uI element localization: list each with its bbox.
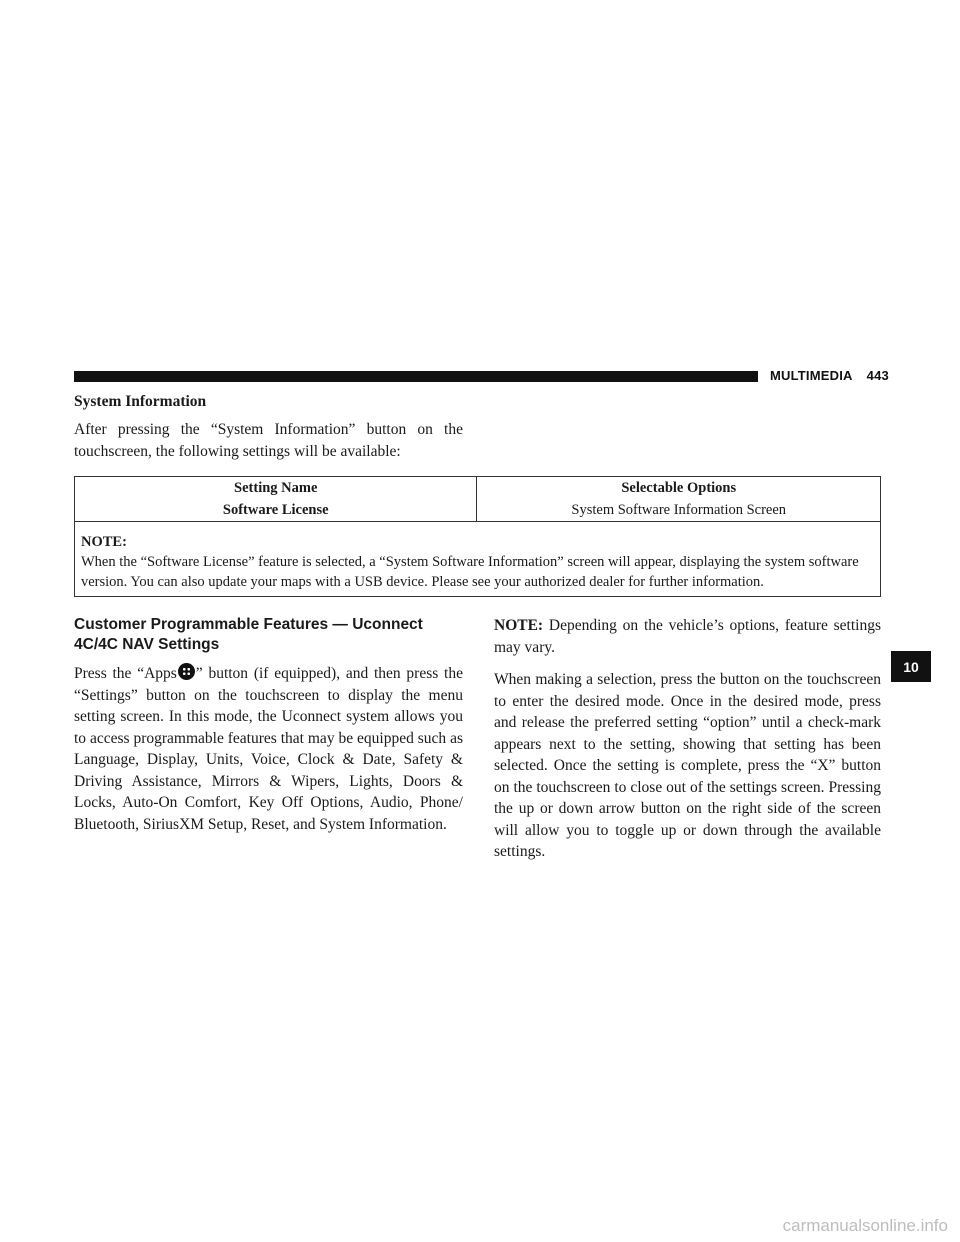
column-header-setting-name: Setting Name <box>75 477 477 500</box>
running-header <box>770 368 889 383</box>
cell-setting-name: Software License <box>75 499 477 522</box>
page-number: 443 <box>866 368 889 383</box>
header-rule <box>74 371 758 382</box>
watermark: carmanualsonline.info <box>782 1216 948 1235</box>
chapter-tab: 10 <box>891 651 931 682</box>
settings-table <box>74 476 881 597</box>
column-header-selectable-options: Selectable Options <box>477 477 881 500</box>
system-information-heading: System Information <box>74 393 207 410</box>
customer-features-paragraph <box>74 663 463 835</box>
right-column <box>494 615 881 874</box>
paragraph-rest: ” button (if equipped), and then press the “Settings” button on the touchscreen to display the menu setting screen. In this mode, the Uconnect system allows you to access programmable features that may be equipped such as Language, Display, Units, Voice, Clock & Date, Safety & Driving Assistance, Mirrors & Wipers, Lights, Doors & Locks, Auto-On Comfort, Key Off Options, Audio, Phone/ Bluetooth, SiriusXM Setup, Reset, and System Information. <box>74 665 463 833</box>
system-information-intro: After pressing the “System Information” button on the touchscreen, the following settings will be available: <box>74 421 463 460</box>
right-note <box>494 615 881 658</box>
right-note-text: Depending on the vehicle’s options, feature settings may vary. <box>494 617 881 656</box>
table-row <box>75 499 881 522</box>
selection-instructions: When making a selection, press the button on the touchscreen to enter the desired mode. Once in the desired mode, press and release the preferred setting “option” until a check-mark appears next to the setting, showing that setting has been selected. Once the setting is complete, press the “X” button on the touchscreen to close out of the settings screen. Pressing the up or down arrow button on the right side of the screen will allow you to toggle up or down through the available settings. <box>494 671 881 860</box>
table-note <box>75 522 881 597</box>
table-note-label: NOTE: <box>81 534 127 550</box>
right-note-label: NOTE: <box>494 617 544 634</box>
paragraph-start: Press the “Apps <box>74 665 177 682</box>
cell-selectable-option: System Software Information Screen <box>477 499 881 522</box>
customer-features-heading: Customer Programmable Features — Uconnect 4C/4C NAV Settings <box>74 616 423 653</box>
table-note-text: When the “Software License” feature is selected, a “System Software Information” screen will appear, displaying the system software version. You can also update your maps with a USB device. Please see your authorized dealer for further information. <box>81 554 859 590</box>
apps-icon <box>178 663 195 680</box>
left-column <box>74 615 463 835</box>
table-note-row <box>75 522 881 597</box>
table-header-row <box>75 477 881 500</box>
section-title: MULTIMEDIA <box>770 368 853 383</box>
